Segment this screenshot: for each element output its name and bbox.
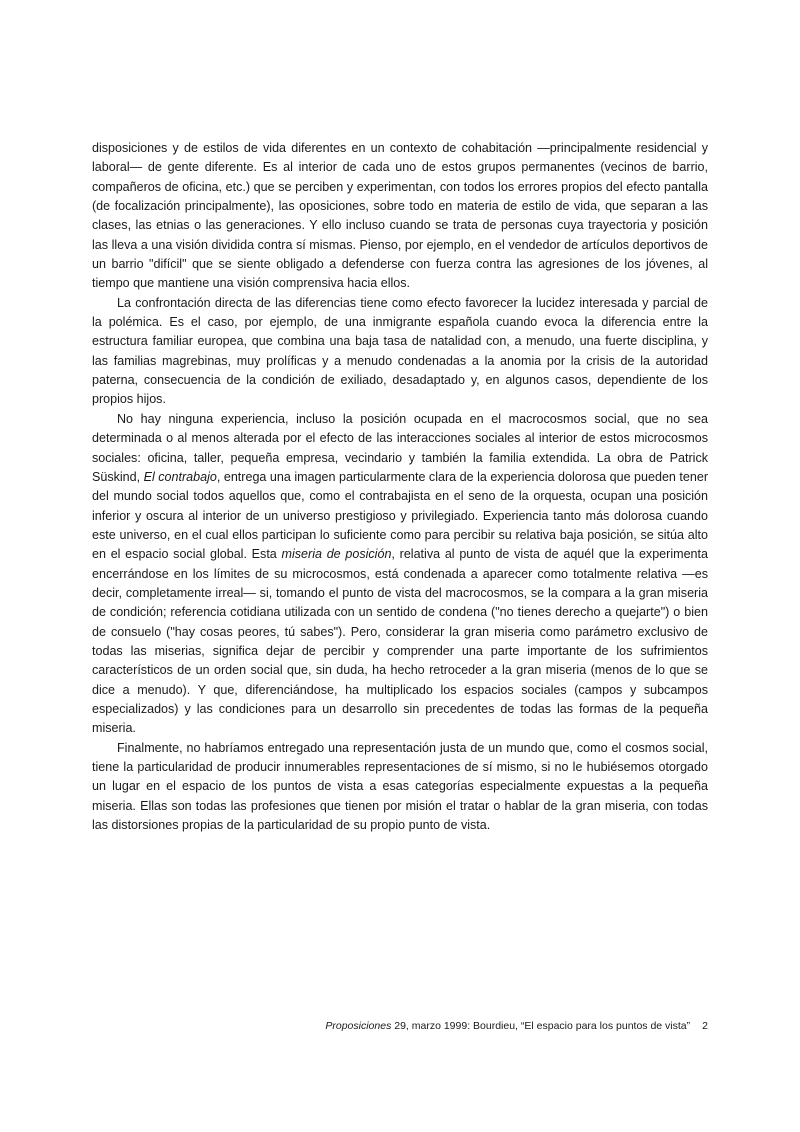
body-text bbox=[92, 139, 708, 835]
term-miseria-de-posicion: miseria de posición bbox=[281, 547, 392, 562]
paragraph-4: Finalmente, no habríamos entregado una representación justa de un mundo que, como el cosmos social, tiene la particularidad de producir innumerables representaciones de sí mismo, si no le hubiésemos otorgado un lugar en el espacio de los puntos de vista a esas categorías especialmente expuestas a la pequeña miseria. Ellas son todas las profesiones que tienen por misión el tratar o hablar de la gran miseria, con todas las distorsiones propias de la particularidad de su propio punto de vista. bbox=[92, 740, 708, 833]
footer-journal-name: Proposiciones bbox=[325, 1020, 392, 1032]
paragraph-3-text: No hay ninguna experiencia, incluso la posición ocupada en el macrocosmos social, que no sea determinada o al menos alterada por el efecto de las interacciones sociales al interior de estos microcosmos sociales: oficina, taller, pequeña empresa, vecindario y también la familia extendida. La obra de Patrick Süskind, bbox=[92, 411, 708, 484]
page-number: 2 bbox=[702, 1020, 708, 1032]
paragraph-3 bbox=[92, 410, 708, 739]
page-footer bbox=[0, 1019, 708, 1033]
paragraph-2: La confrontación directa de las diferencias tiene como efecto favorecer la lucidez interesada y parcial de la polémica. Es el caso, por ejemplo, de una inmigrante española cuando evoca la diferencia entre la estructura familiar europea, que combina una baja tasa de natalidad con, a menudo, una fuerte disciplina, y las familias magrebinas, muy prolíficas y a menudo condenadas a la anomia por la crisis de la autoridad paterna, consecuencia de la condición de exiliado, desadaptado y, en algunos casos, dependiente de los propios hijos. bbox=[92, 295, 708, 407]
paragraph-1: disposiciones y de estilos de vida diferentes en un contexto de cohabitación —principalmente residencial y laboral— de gente diferente. Es al interior de cada uno de estos grupos permanentes (vecinos de barrio, compañeros de oficina, etc.) que se perciben y experimentan, con todos los errores propios del efecto pantalla (de focalización principalmente), las oposiciones, sobre todo en materia de estilo de vida, que separan a las clases, las etnias o las generaciones. Y ello incluso cuando se trata de personas cuya trayectoria y posición las lleva a una visión dividida contra sí mismas. Pienso, por ejemplo, en el vendedor de artículos deportivos de un barrio "difícil" que se siente obligado a defenderse con fuerza contra las agresiones de los jóvenes, al tiempo que mantiene una visión comprensiva hacia ellos. bbox=[92, 141, 708, 291]
paragraph-3-text: , entrega una imagen particularmente clara de la experiencia dolorosa que pueden tener del mundo social todos aquellos que, como el contrabajista en el seno de la orquesta, ocupan una posición inferior y oscura al interior de un universo prestigioso y privilegiado. Experiencia tanto más dolorosa cuando este universo, en el cual ellos participan lo suficiente como para percibir su relativa baja posición, se sitúa alto en el espacio social global. Esta bbox=[92, 469, 708, 562]
paragraph-3-text: , relativa al punto de vista de aquél que la experimenta encerrándose en los límites de su microcosmos, está condenada a aparecer como totalmente relativa —es decir, completamente irreal— si, tomando el punto de vista del macrocosmos, se la compara a la gran miseria de condición; referencia cotidiana utilizada con un sentido de condena ("no tienes derecho a quejarte") o bien de consuelo ("hay cosas peores, tú sabes"). Pero, considerar la gran miseria como parámetro exclusivo de todas las miserias, significa dejar de percibir y comprender una parte importante de los sufrimientos característicos de un orden social que, sin duda, ha hecho retroceder a la gran miseria (menos de lo que se dice a menudo). Y que, diferenciándose, ha multiplicado los espacios sociales (campos y subcampos especializados) y las condiciones para un desarrollo sin precedentes de todas las formas de la pequeña miseria. bbox=[92, 547, 708, 736]
book-title-el-contrabajo: El contrabajo bbox=[143, 469, 217, 484]
footer-citation: 29, marzo 1999: Bourdieu, “El espacio para los puntos de vista” bbox=[391, 1020, 691, 1032]
